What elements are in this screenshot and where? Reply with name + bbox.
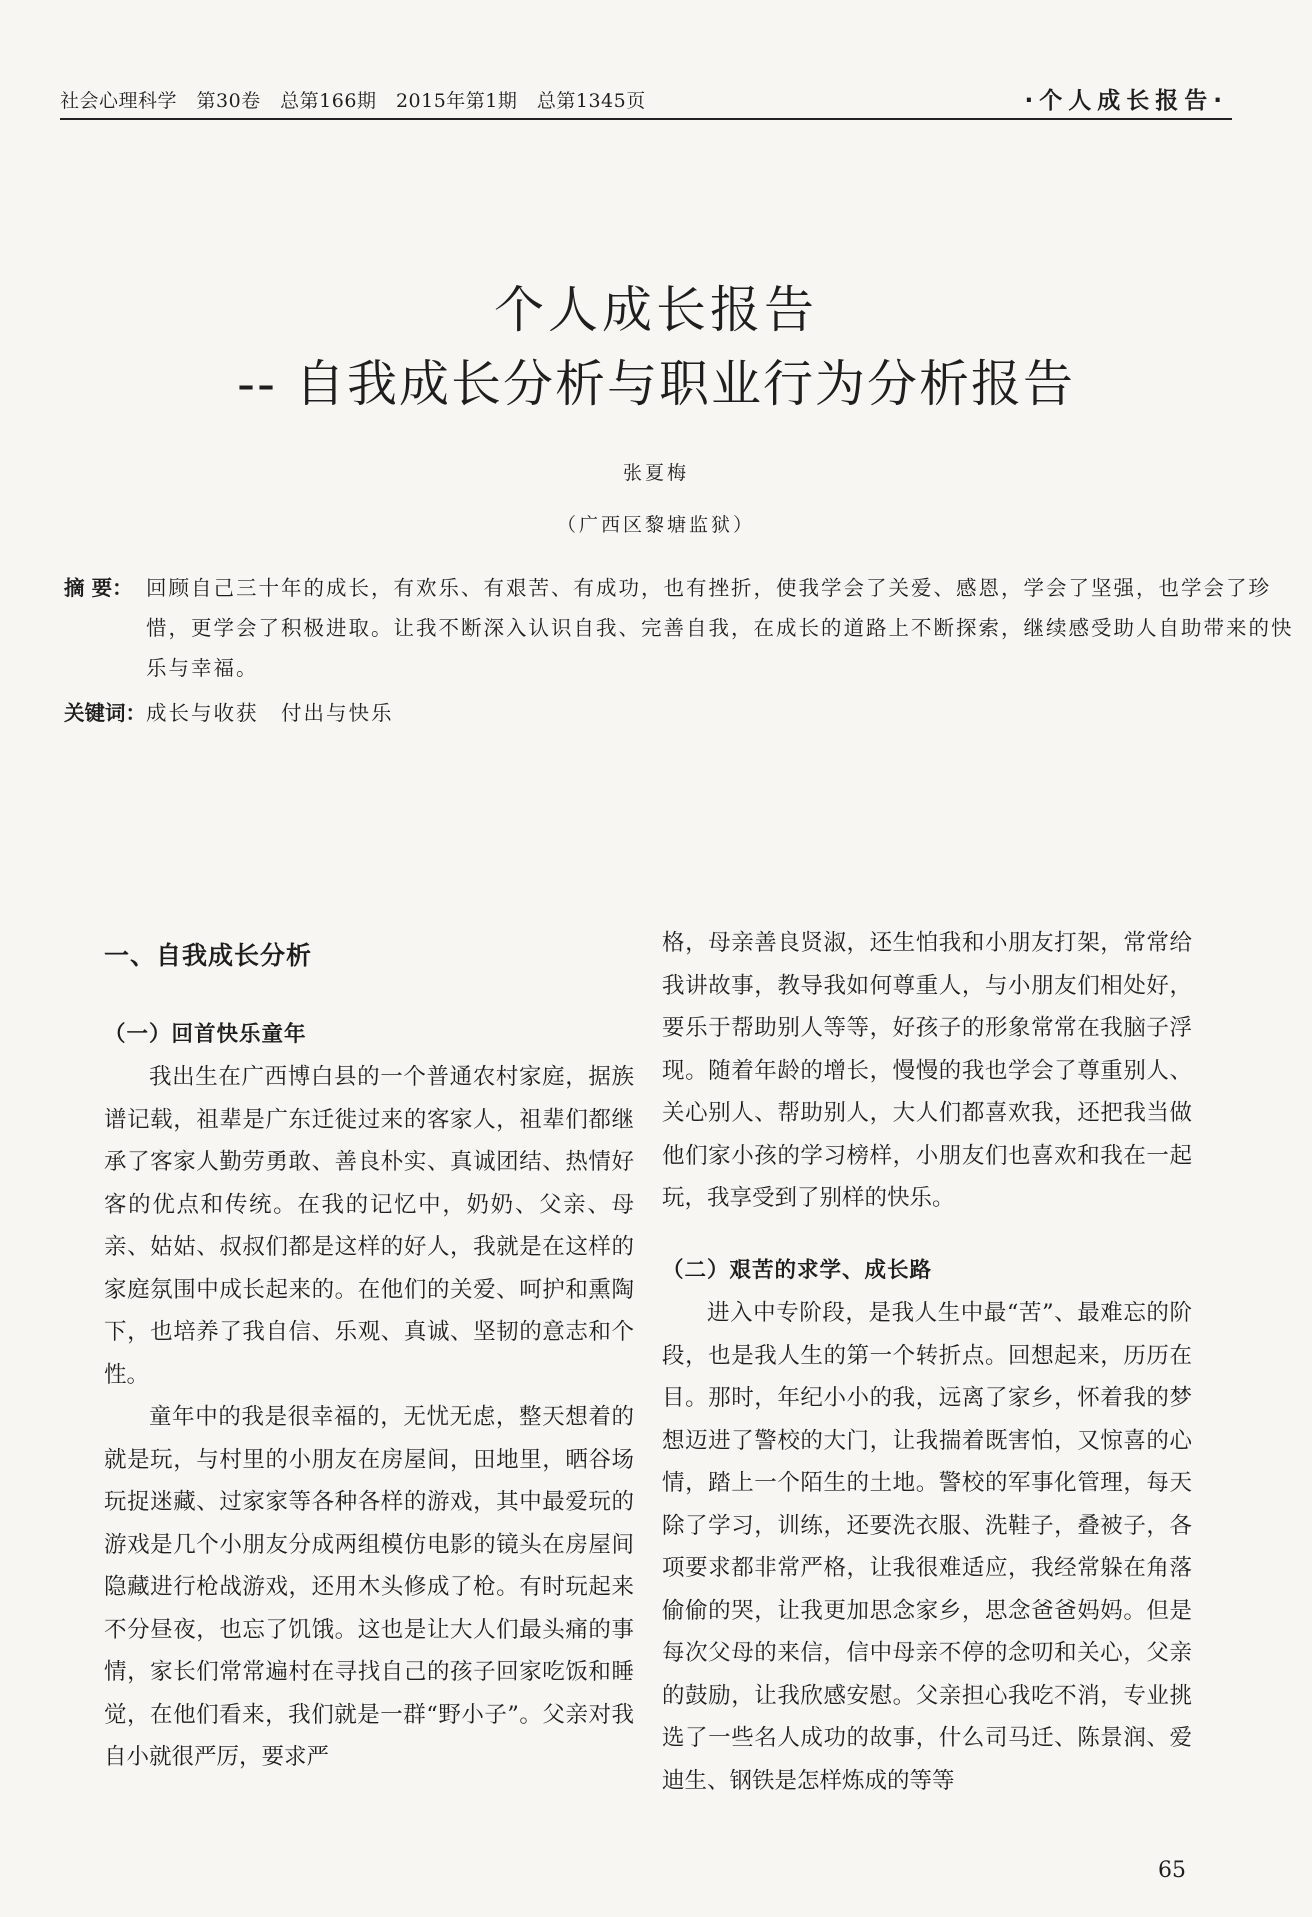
body-paragraph: 童年中的我是很幸福的，无忧无虑，整天想着的就是玩，与村里的小朋友在房屋间，田地里，晒谷场玩捉迷藏、过家家等各种各样的游戏，其中最爱玩的游戏是几个小朋友分成两组模仿电影的镜头在房屋间隐藏进行枪战游戏，还用木头修成了枪。有时玩起来不分昼夜，也忘了饥饿。这也是让大人们最头痛的事情，家长们常常遍村在寻找自己的孩子回家吃饭和睡觉，在他们看来，我们就是一群“野小子”。父亲对我自小就很严厉，要求严 <box>104 1404 634 1770</box>
right-column <box>662 922 1192 1802</box>
journal-header <box>60 82 1232 120</box>
keywords-text: 成长与收获 付出与快乐 <box>146 701 394 725</box>
article-subtitle: -- 自我成长分析与职业行为分析报告 <box>237 355 1075 413</box>
subsection-heading: （二）艰苦的求学、成长路 <box>662 1257 933 1283</box>
abstract-label: 摘 要： <box>64 576 133 600</box>
journal-info: 社会心理科学 第30卷 总第166期 2015年第1期 总第1345页 <box>60 90 646 112</box>
abstract-text: 回顾自己三十年的成长，有欢乐、有艰苦、有成功，也有挫折，使我学会了关爱、感恩，学会了坚强，也学会了珍惜，更学会了积极进取。让我不断深入认识自我、完善自我，在成长的道路上不断探索，继续感受助人自助带来的快乐与幸福。 <box>146 576 1294 680</box>
subsection-heading: （一）回首快乐童年 <box>104 1021 307 1047</box>
left-column <box>104 935 634 1779</box>
body-paragraph-continued: 格，母亲善良贤淑，还生怕我和小朋友打架，常常给我讲故事，教导我如何尊重人，与小朋友们相处好，要乐于帮助别人等等，好孩子的形象常常在我脑子浮现。随着年龄的增长，慢慢的我也学会了尊重别人、关心别人、帮助别人，大人们都喜欢我，还把我当做他们家小孩的学习榜样，小朋友们也喜欢和我在一起玩，我享受到了别样的快乐。 <box>662 930 1192 1211</box>
body-paragraph: 进入中专阶段，是我人生中最“苦”、最难忘的阶段，也是我人生的第一个转折点。回想起来，历历在目。那时，年纪小小的我，远离了家乡，怀着我的梦想迈进了警校的大门，让我揣着既害怕，又惊喜的心情，踏上一个陌生的土地。警校的军事化管理，每天除了学习，训练，还要洗衣服、洗鞋子，叠被子，各项要求都非常严格，让我很难适应，我经常躲在角落偷偷的哭，让我更加思念家乡，思念爸爸妈妈。但是每次父母的来信，信中母亲不停的念叨和关心，父亲的鼓励，让我欣感安慰。父亲担心我吃不消，专业挑选了一些名人成功的故事，什么司马迁、陈景润、爱迪生、钢铁是怎样炼成的等等 <box>662 1300 1192 1794</box>
page-number: 65 <box>1158 1858 1186 1883</box>
section-tag: ·个人成长报告· <box>1024 88 1228 114</box>
author-name: 张夏梅 <box>622 462 689 484</box>
article-title: 个人成长报告 <box>494 281 818 339</box>
paragraph-gap <box>662 1220 1192 1250</box>
author-affiliation: （广西区黎塘监狱） <box>556 514 755 536</box>
keywords-row <box>64 693 394 733</box>
keywords-label: 关键词： <box>64 701 146 725</box>
section-heading: 一、自我成长分析 <box>104 941 313 970</box>
body-paragraph: 我出生在广西博白县的一个普通农村家庭，据族谱记载，祖辈是广东迁徙过来的客家人，祖辈们都继承了客家人勤劳勇敢、善良朴实、真诚团结、热情好客的优点和传统。在我的记忆中，奶奶、父亲、母亲、姑姑、叔叔们都是这样的好人，我就是在这样的家庭氛围中成长起来的。在他们的关爱、呵护和熏陶下，也培养了我自信、乐观、真诚、坚韧的意志和个性。 <box>104 1064 634 1388</box>
